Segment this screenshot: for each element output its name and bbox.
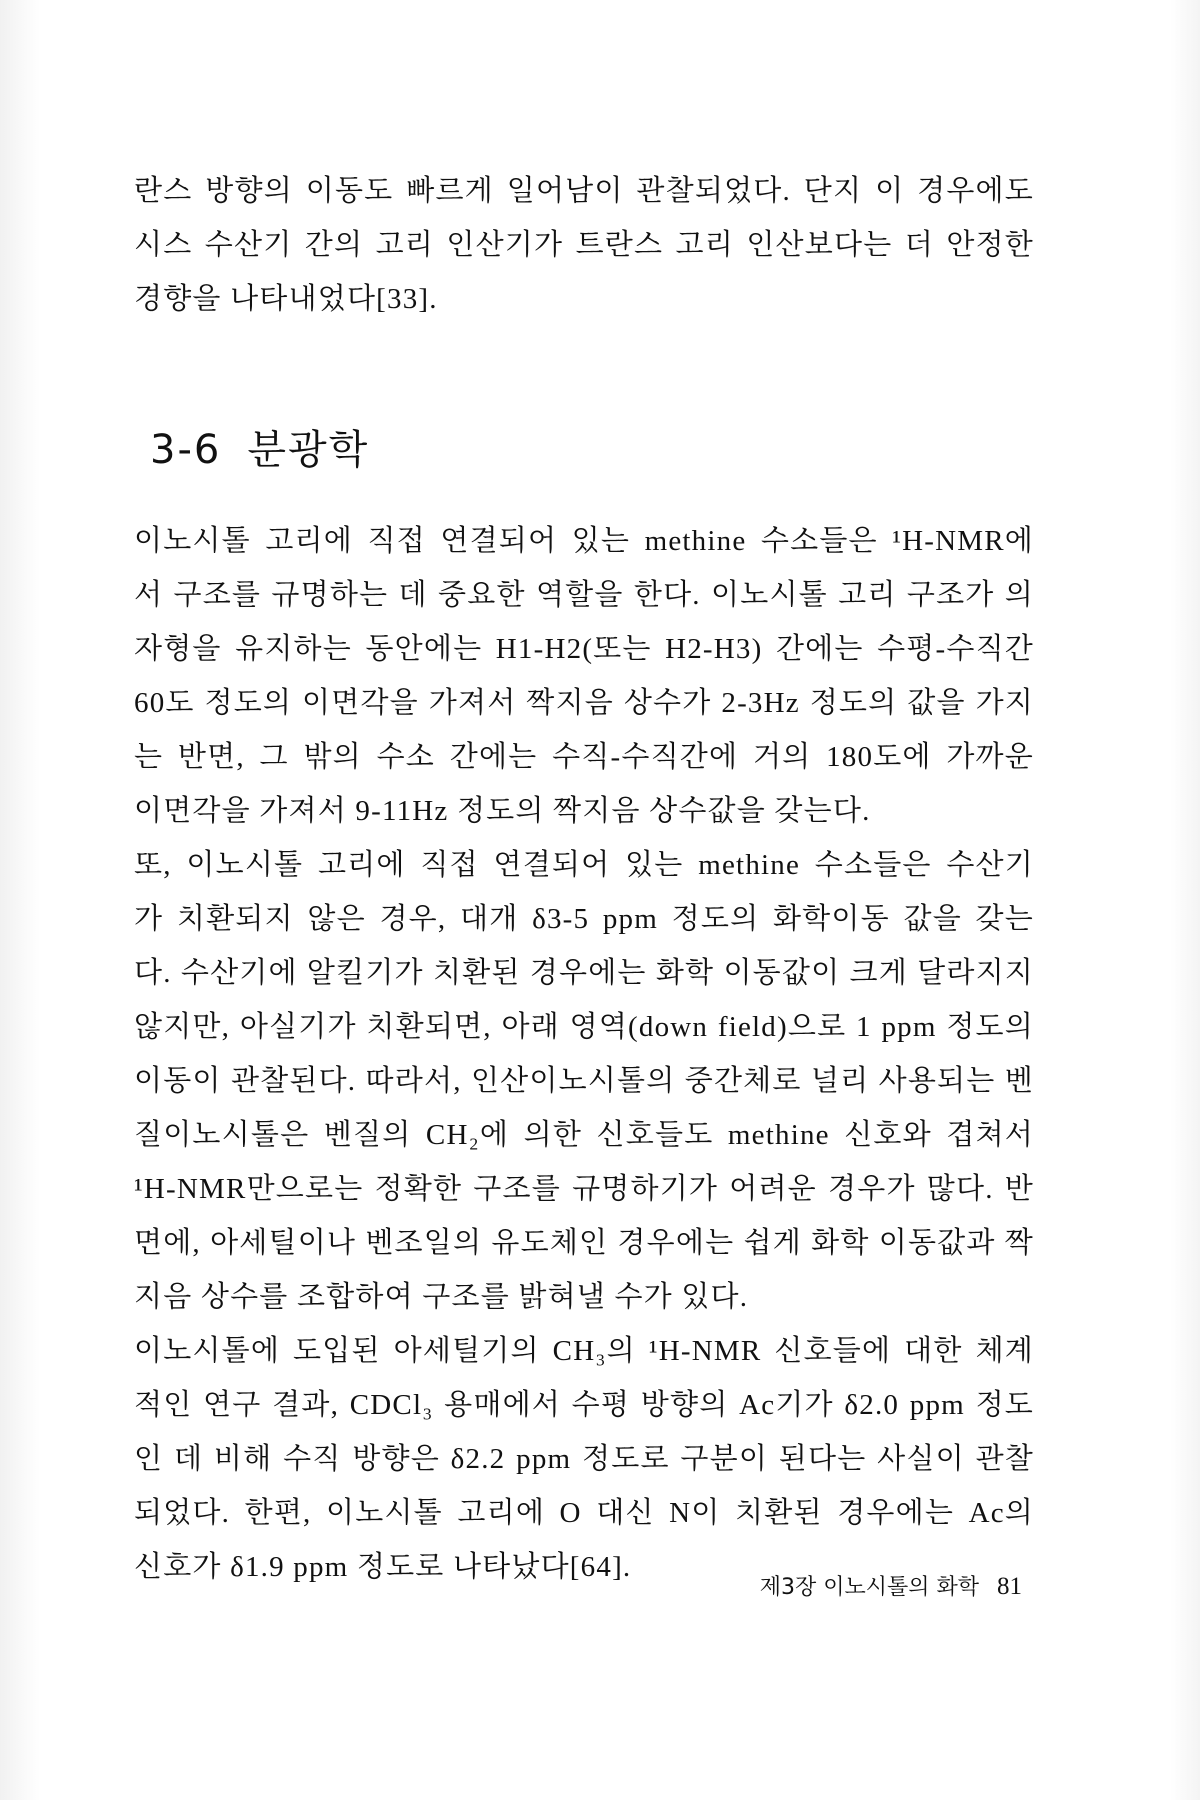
scan-edge-right bbox=[1170, 0, 1200, 1800]
paragraph-acetyl-signals bbox=[134, 1324, 1034, 1594]
text-line: 면에, 아세틸이나 벤조일의 유도체인 경우에는 쉽게 화학 이동값과 짝 bbox=[134, 1227, 1034, 1259]
section-number: 3-6 bbox=[150, 427, 222, 473]
paragraph-chemical-shift bbox=[134, 838, 1034, 1324]
text-line: 시스 수산기 간의 고리 인산기가 트란스 고리 인산보다는 더 안정한 bbox=[134, 229, 1034, 261]
text-line: 경향을 나타내었다[33]. bbox=[134, 283, 438, 315]
text-line: 란스 방향의 이동도 빠르게 일어남이 관찰되었다. 단지 이 경우에도 bbox=[134, 175, 1034, 207]
text-line: ¹H-NMR만으로는 정확한 구조를 규명하기가 어려운 경우가 많다. 반 bbox=[134, 1173, 1034, 1205]
text-line: 신호가 δ1.9 ppm 정도로 나타났다[64]. bbox=[134, 1551, 632, 1583]
intro-paragraph bbox=[134, 164, 1034, 326]
text-line: 이노시톨 고리에 직접 연결되어 있는 methine 수소들은 ¹H-NMR에 bbox=[134, 525, 1034, 557]
text-line: 가 치환되지 않은 경우, 대개 δ3-5 ppm 정도의 화학이동 값을 갖는 bbox=[134, 903, 1034, 935]
text-line: 또, 이노시톨 고리에 직접 연결되어 있는 methine 수소들은 수산기 bbox=[134, 849, 1034, 881]
text-line: 이노시톨에 도입된 아세틸기의 CH₃의 ¹H-NMR 신호들에 대한 체계 bbox=[134, 1335, 1034, 1367]
section-body bbox=[134, 514, 1034, 1594]
text-line: 60도 정도의 이면각을 가져서 짝지음 상수가 2-3Hz 정도의 값을 가지 bbox=[134, 687, 1034, 719]
scan-edge-left bbox=[0, 0, 40, 1800]
page-footer bbox=[760, 1570, 1022, 1601]
text-line: 자형을 유지하는 동안에는 H1-H2(또는 H2-H3) 간에는 수평-수직간 bbox=[134, 633, 1034, 665]
text-line: 적인 연구 결과, CDCl₃ 용매에서 수평 방향의 Ac기가 δ2.0 ppm 정도 bbox=[134, 1389, 1034, 1421]
text-line: 질이노시톨은 벤질의 CH₂에 의한 신호들도 methine 신호와 겹쳐서 bbox=[134, 1119, 1034, 1151]
text-line: 서 구조를 규명하는 데 중요한 역할을 한다. 이노시톨 고리 구조가 의 bbox=[134, 579, 1034, 611]
paragraph-nmr-coupling bbox=[134, 514, 1034, 838]
text-line: 되었다. 한편, 이노시톨 고리에 O 대신 N이 치환된 경우에는 Ac의 bbox=[134, 1497, 1034, 1529]
text-line: 인 데 비해 수직 방향은 δ2.2 ppm 정도로 구분이 된다는 사실이 관찰 bbox=[134, 1443, 1034, 1475]
text-line: 이면각을 가져서 9-11Hz 정도의 짝지음 상수값을 갖는다. bbox=[134, 795, 871, 827]
text-line: 않지만, 아실기가 치환되면, 아래 영역(down field)으로 1 ppm 정도의 bbox=[134, 1011, 1034, 1043]
text-line: 지음 상수를 조합하여 구조를 밝혀낼 수가 있다. bbox=[134, 1281, 749, 1313]
text-line: 다. 수산기에 알킬기가 치환된 경우에는 화학 이동값이 크게 달라지지 bbox=[134, 957, 1034, 989]
section-heading bbox=[150, 418, 369, 475]
chapter-title: 제3장 이노시톨의 화학 bbox=[759, 1575, 979, 1600]
text-line: 는 반면, 그 밖의 수소 간에는 수직-수직간에 거의 180도에 가까운 bbox=[134, 741, 1034, 773]
section-title: 분광학 bbox=[247, 427, 370, 473]
page-number: 81 bbox=[997, 1573, 1022, 1600]
text-line: 이동이 관찰된다. 따라서, 인산이노시톨의 중간체로 널리 사용되는 벤 bbox=[134, 1065, 1034, 1097]
